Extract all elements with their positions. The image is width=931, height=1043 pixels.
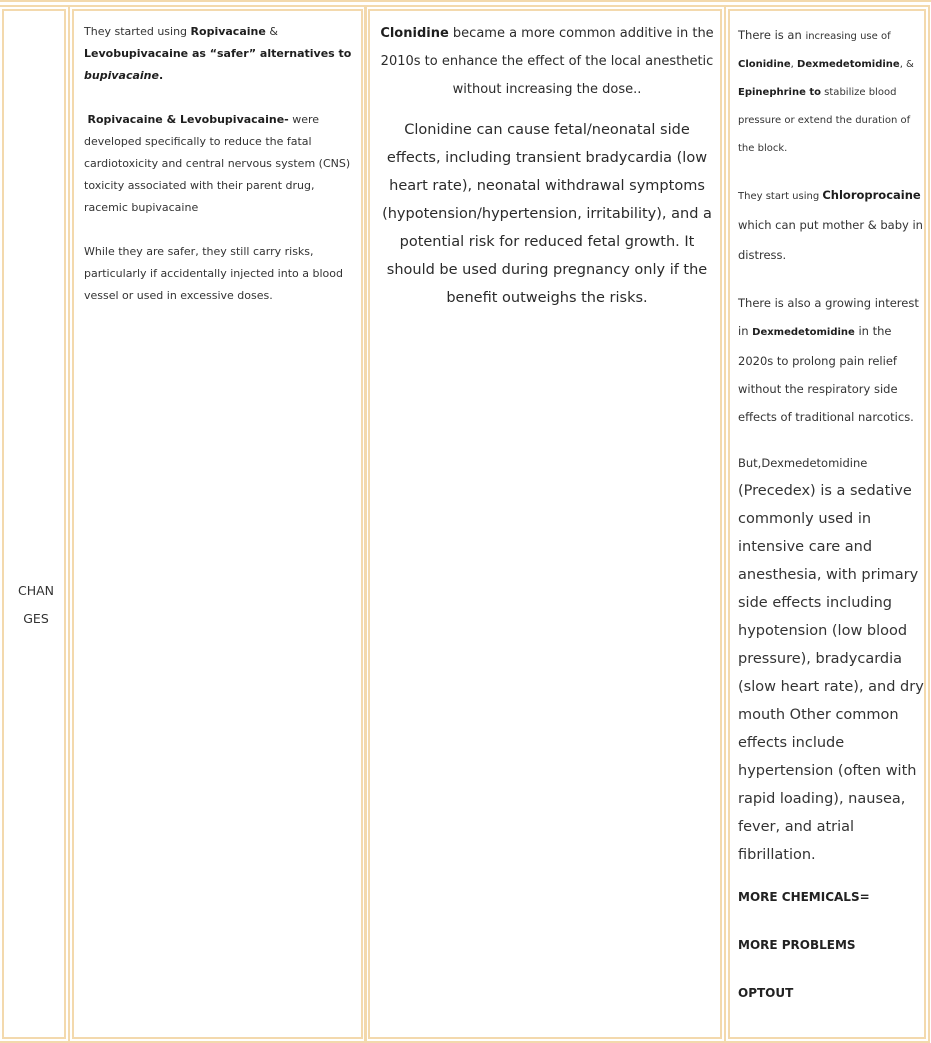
clonidine-cell: [368, 9, 722, 1039]
paragraph-clonidine-effects: Clonidine can cause fetal/neonatal side effects, including transient bradycardia (low heart rate), neonatal withdrawal symptoms (hypotension/hypertension, irritability), and a potential risk for reduced fetal growth. It should be used during pregnancy only if the benefit outweighs the risks.: [382, 122, 712, 306]
row-label: [4, 577, 68, 633]
text: were developed specifically to reduce the fatal cardiotoxicity and central nervous system (CNS) toxicity associated with their parent drug, racemic bupivacaine: [84, 113, 351, 214]
row-label-cell: [2, 9, 66, 1039]
bold-text: Epinephrine to: [738, 87, 821, 98]
caps-optout: OPTOUT: [738, 986, 794, 1000]
text: which can put mother & baby in distress.: [738, 218, 923, 262]
row-label-line1: CHAN: [17, 583, 55, 598]
paragraph-increasing-use: [738, 21, 926, 163]
text: became a more common additive in the 2010s to enhance the effect of the local anesthetic without increasing the dose..: [380, 26, 714, 97]
table-top-border: [0, 0, 931, 2]
bold-text: Clonidine: [738, 59, 791, 70]
bold-text: Dexmedetomidine: [797, 59, 900, 70]
additives-cell: [728, 9, 926, 1039]
text: There is an: [738, 28, 806, 42]
text: stabilize blood pressure or extend the duration of the block.: [738, 87, 911, 154]
text: They started using: [84, 25, 191, 38]
paragraph-precedex: [738, 449, 926, 869]
bold-text: Dexmedetomidine: [752, 327, 855, 338]
text: , &: [899, 59, 914, 70]
caps-more-problems: MORE PROBLEMS: [738, 938, 856, 952]
bold-italic-text: bupivacaine: [84, 69, 159, 82]
text: ,: [790, 59, 798, 70]
caps-more-chemicals: MORE CHEMICALS=: [738, 890, 870, 904]
local-anesthetics-cell: [72, 9, 363, 1039]
text: But,Dexmedetomidine: [738, 456, 868, 470]
paragraph-ropivacaine-intro: [84, 21, 359, 87]
paragraph-dexmedetomidine-interest: [738, 289, 926, 431]
text: in the 2020s to prolong pain relief without the respiratory side effects of traditional narcotics.: [738, 324, 914, 424]
bold-text: Ropivacaine & Levobupivacaine-: [87, 113, 289, 126]
paragraph-chloroprocaine: [738, 181, 926, 271]
text: increasing use of: [805, 31, 891, 42]
bold-text: Levobupivacaine as “safer” alternatives to: [84, 47, 352, 60]
paragraph-ropivacaine-development: [84, 109, 359, 219]
paragraph-risks: While they are safer, they still carry risks, particularly if accidentally injected into a blood vessel or used in excessive doses.: [84, 245, 343, 302]
text: &: [265, 25, 278, 38]
text: They start using: [738, 191, 823, 202]
bold-text: Ropivacaine: [190, 25, 266, 38]
paragraph-clonidine-intro: [380, 20, 714, 104]
row-label-line2: GES: [23, 611, 49, 626]
bold-text: Clonidine: [380, 26, 449, 41]
bold-text: .: [158, 69, 164, 82]
text: There is also a growing interest in: [738, 296, 919, 338]
bold-text: Chloroprocaine: [822, 188, 921, 202]
text: (Precedex) is a sedative commonly used in intensive care and anesthesia, with primary side effects including hypotension (low blood pressure), bradycardia (slow heart rate), and dry mouth Other common effects include hypertension (often with rapid loading), nausea, fever, and atrial fibrillation.: [738, 483, 924, 863]
